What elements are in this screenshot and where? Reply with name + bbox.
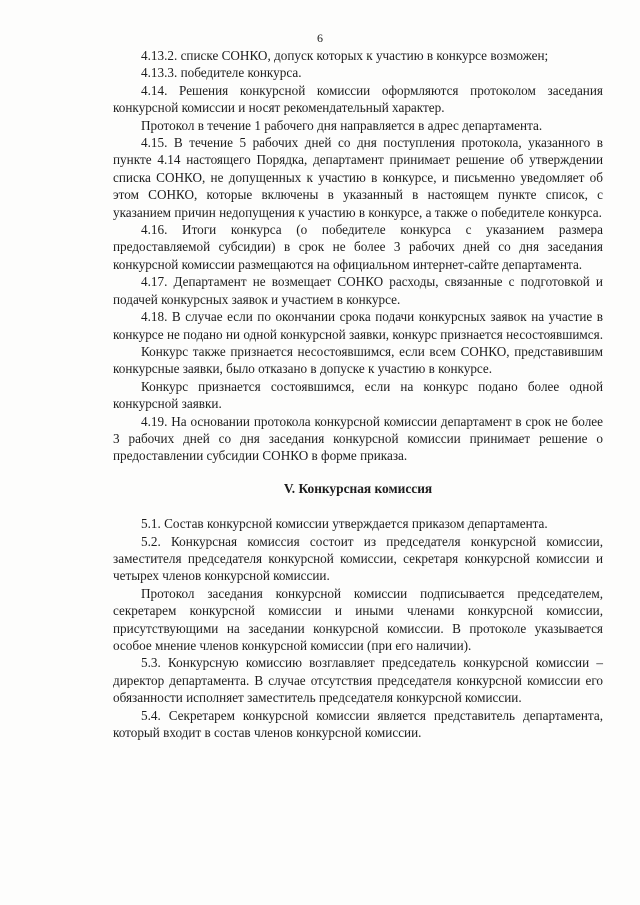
paragraph-5-3: 5.3. Конкурсную комиссию возглавляет председатель конкурсной комиссии – директор департамента. В случае отсутствия председателя конкурсной комиссии его обязанности исполняет заместитель председателя конкурсной комиссии.: [113, 655, 603, 706]
paragraph-4-17: 4.17. Департамент не возмещает СОНКО расходы, связанные с подготовкой и подачей конкурсных заявок и участием в конкурсе.: [113, 274, 603, 307]
page-number: 6: [317, 31, 323, 45]
document-body: [113, 47, 603, 741]
paragraph-4-16: 4.16. Итоги конкурса (о победителе конкурса с указанием размера предоставляемой субсидии) в срок не более 3 рабочих дней со дня заседания конкурсной комиссии размещаются на официальном интернет-сайте департамента.: [113, 222, 603, 272]
paragraph-contest-failed: Конкурс также признается несостоявшимся, если всем СОНКО, представившим конкурсные заявки, было отказано в допуске к участию в конкурсе.: [113, 343, 603, 377]
paragraph-4-15: 4.15. В течение 5 рабочих дней со дня поступления протокола, указанного в пункте 4.14 настоящего Порядка, департамент принимает решение об утверждении списка СОНКО, не допущенных к участию в конкурсе, и письменно уведомляет об этом СОНКО, которые включены в указанный в настоящем пункте список, с указанием причин недопущения к участию в конкурсе, а также о победителе конкурса.: [113, 135, 603, 220]
paragraph-4-19: 4.19. На основании протокола конкурсной комиссии департамент в срок не более 3 рабочих дней со дня заседания конкурсной комиссии принимает решение о предоставлении субсидии СОНКО в форме приказа.: [113, 413, 603, 464]
paragraph-protocol-delivery: Протокол в течение 1 рабочего дня направляется в адрес департамента.: [141, 117, 543, 133]
section-title: V. Конкурсная комиссия: [283, 480, 433, 496]
paragraph-4-18: 4.18. В случае если по окончании срока подачи конкурсных заявок на участие в конкурсе не подано ни одной конкурсной заявки, конкурс признается несостоявшимся.: [113, 309, 603, 342]
paragraph-4-13-2: 4.13.2. списке СОНКО, допуск которых к участию в конкурсе возможен;: [141, 48, 549, 63]
paragraph-5-4: 5.4. Секретарем конкурсной комиссии является представитель департамента, который входит в состав членов конкурсной комиссии.: [113, 707, 603, 741]
paragraph-protocol-signing: Протокол заседания конкурсной комиссии подписывается председателем, секретарем конкурсной комиссии и иными членами конкурсной комиссии, присутствующими на заседании конкурсной комиссии. В протоколе указывается особое мнение членов конкурсной комиссии (при его наличии).: [113, 585, 603, 653]
paragraph-5-1: 5.1. Состав конкурсной комиссии утверждается приказом департамента.: [141, 516, 548, 532]
paragraph-contest-held: Конкурс признается состоявшимся, если на конкурс подано более одной конкурсной заявки.: [113, 378, 603, 412]
paragraph-5-2: 5.2. Конкурсная комиссия состоит из председателя конкурсной комиссии, заместителя председателя конкурсной комиссии, секретаря конкурсной комиссии и четырех членов конкурсной комиссии.: [113, 533, 603, 584]
paragraph-4-13-3: 4.13.3. победителе конкурса.: [141, 65, 302, 81]
paragraph-4-14: 4.14. Решения конкурсной комиссии оформляются протоколом заседания конкурсной комиссии и носят рекомендательный характер.: [113, 82, 603, 116]
